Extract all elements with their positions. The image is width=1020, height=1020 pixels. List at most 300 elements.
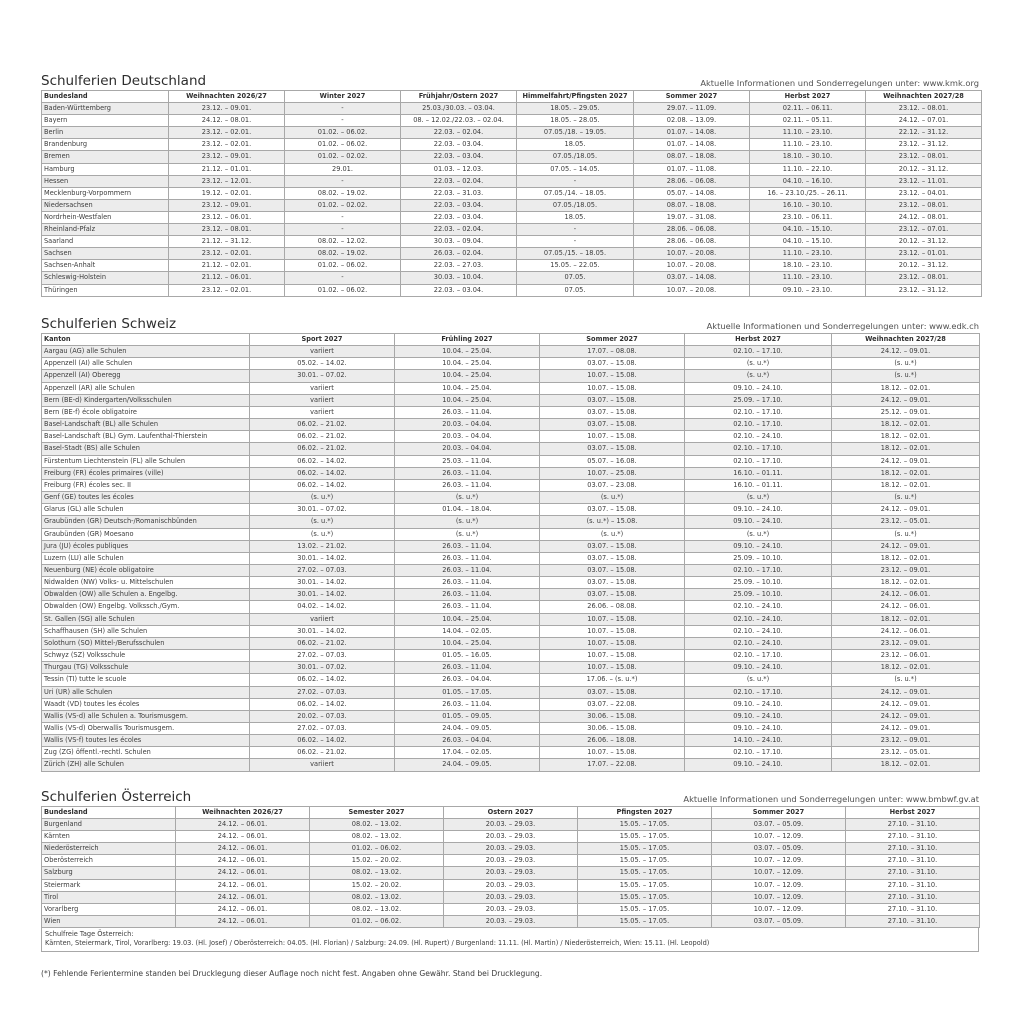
table-row (42, 735, 980, 747)
switzerland-header (41, 316, 979, 333)
table-row (42, 151, 982, 163)
date-cell: 15.05. – 17.05. (578, 855, 712, 867)
date-cell: 02.10. – 17.10. (685, 747, 832, 759)
table-row (42, 127, 982, 139)
date-cell: 26.03. – 11.04. (395, 552, 540, 564)
date-cell: 17.06. – (s. u.*) (540, 674, 685, 686)
date-cell: 23.12. – 09.01. (169, 199, 285, 211)
date-cell: 20.03. – 29.03. (444, 915, 578, 927)
date-cell: 25.09. – 10.10. (685, 589, 832, 601)
table-row (42, 516, 980, 528)
table-row (42, 698, 980, 710)
date-cell: 20.03. – 29.03. (444, 819, 578, 831)
austria-header-row (42, 807, 980, 819)
region-cell: Wallis (VS-d) alle Schulen a. Tourismusgem. (42, 710, 250, 722)
date-cell: 02.10. – 24.10. (685, 625, 832, 637)
date-cell: - (285, 115, 401, 127)
date-cell: 18.05. – 28.05. (517, 115, 634, 127)
date-cell: 08.07. – 18.08. (634, 199, 750, 211)
table-row (42, 759, 980, 771)
date-cell: 09.10. – 24.10. (685, 710, 832, 722)
date-cell: 10.04. – 25.04. (395, 382, 540, 394)
date-cell: 23.12. – 02.01. (169, 284, 285, 296)
table-row (42, 867, 980, 879)
date-cell: 18.12. – 02.01. (832, 467, 980, 479)
date-cell: 03.07. – 15.08. (540, 443, 685, 455)
date-cell: 30.06. – 15.08. (540, 710, 685, 722)
date-cell: 26.03. – 11.04. (395, 589, 540, 601)
date-cell: 10.07. – 15.08. (540, 637, 685, 649)
region-cell: Berlin (42, 127, 169, 139)
date-cell: 01.02. – 06.02. (310, 915, 444, 927)
table-row (42, 406, 980, 418)
date-cell: 20.12. – 31.12. (866, 260, 982, 272)
date-cell: 15.02. – 20.02. (310, 855, 444, 867)
date-cell: 02.10. – 17.10. (685, 419, 832, 431)
date-cell: 26.03. – 11.04. (395, 662, 540, 674)
table-row (42, 163, 982, 175)
date-cell: 03.07. – 05.09. (712, 915, 846, 927)
region-cell: Kärnten (42, 831, 176, 843)
date-cell: 01.04. – 18.04. (395, 504, 540, 516)
table-row (42, 552, 980, 564)
austria-rows (42, 819, 980, 928)
date-cell: 15.05. – 17.05. (578, 915, 712, 927)
date-cell: 24.12. – 09.01. (832, 723, 980, 735)
date-cell: 28.06. – 06.08. (634, 236, 750, 248)
date-cell: - (517, 236, 634, 248)
region-cell: Schwyz (SZ) Volksschule (42, 650, 250, 662)
region-cell: Rheinland-Pfalz (42, 224, 169, 236)
date-cell: 22.03. – 27.03. (401, 260, 517, 272)
column-header: Sommer 2027 (634, 91, 750, 103)
date-cell: 30.03. – 09.04. (401, 236, 517, 248)
date-cell: 18.12. – 02.01. (832, 431, 980, 443)
table-row (42, 710, 980, 722)
date-cell: 07.05. – 14.05. (517, 163, 634, 175)
date-cell: 02.10. – 24.10. (685, 613, 832, 625)
germany-header-row (42, 91, 982, 103)
region-cell: Brandenburg (42, 139, 169, 151)
date-cell: 23.12. – 05.01. (832, 747, 980, 759)
date-cell: 23.12. – 04.01. (866, 187, 982, 199)
region-cell: Wien (42, 915, 176, 927)
date-cell: 22.03. – 03.04. (401, 139, 517, 151)
date-cell: variiert (250, 346, 395, 358)
date-cell: - (285, 272, 401, 284)
date-cell: 08.02. – 13.02. (310, 831, 444, 843)
region-cell: Steiermark (42, 879, 176, 891)
date-cell: 20.12. – 31.12. (866, 163, 982, 175)
austria-table (41, 806, 980, 928)
region-cell: Jura (JU) écoles publiques (42, 540, 250, 552)
date-cell: 16.10. – 30.10. (750, 199, 866, 211)
date-cell: 08.02. – 13.02. (310, 903, 444, 915)
date-cell: 17.07. – 08.08. (540, 346, 685, 358)
date-cell: 02.10. – 17.10. (685, 346, 832, 358)
date-cell: 24.04. – 09.05. (395, 723, 540, 735)
date-cell: 22.03. – 02.04. (401, 127, 517, 139)
germany-section (41, 73, 979, 297)
date-cell: 01.02. – 06.02. (310, 843, 444, 855)
table-row (42, 199, 982, 211)
date-cell: 24.12. – 06.01. (176, 831, 310, 843)
date-cell: 06.02. – 21.02. (250, 419, 395, 431)
date-cell: 26.03. – 11.04. (395, 601, 540, 613)
region-cell: Tessin (TI) tutte le scuole (42, 674, 250, 686)
date-cell: (s. u.*) (250, 528, 395, 540)
date-cell: (s. u.*) (540, 528, 685, 540)
date-cell: 27.10. – 31.10. (846, 879, 980, 891)
date-cell: 06.02. – 14.02. (250, 674, 395, 686)
date-cell: 02.10. – 24.10. (685, 431, 832, 443)
date-cell: 18.12. – 02.01. (832, 613, 980, 625)
date-cell: 10.07. – 15.08. (540, 613, 685, 625)
region-cell: Obwalden (OW) alle Schulen a. Engelbg. (42, 589, 250, 601)
date-cell: variiert (250, 613, 395, 625)
date-cell: 01.05. – 17.05. (395, 686, 540, 698)
region-cell: Nidwalden (NW) Volks- u. Mittelschulen (42, 577, 250, 589)
date-cell: 10.04. – 25.04. (395, 394, 540, 406)
date-cell: 08.02. – 13.02. (310, 819, 444, 831)
date-cell: 26.03. – 11.04. (395, 564, 540, 576)
date-cell: 23.12. – 31.12. (866, 284, 982, 296)
date-cell: 24.12. – 09.01. (832, 504, 980, 516)
date-cell: 27.02. – 07.03. (250, 686, 395, 698)
date-cell: 22.03. – 03.04. (401, 199, 517, 211)
date-cell: 24.12. – 06.01. (176, 903, 310, 915)
date-cell: 20.03. – 29.03. (444, 891, 578, 903)
date-cell: 10.04. – 25.04. (395, 346, 540, 358)
date-cell: 24.12. – 09.01. (832, 698, 980, 710)
date-cell: 22.03. – 03.04. (401, 284, 517, 296)
date-cell: 24.12. – 09.01. (832, 346, 980, 358)
table-row (42, 284, 982, 296)
date-cell: 10.07. – 12.09. (712, 879, 846, 891)
date-cell: - (285, 211, 401, 223)
region-cell: Genf (GE) toutes les écoles (42, 492, 250, 504)
column-header: Bundesland (42, 91, 169, 103)
date-cell: 23.12. – 01.01. (866, 248, 982, 260)
date-cell: - (517, 175, 634, 187)
date-cell: 10.07. – 12.09. (712, 903, 846, 915)
date-cell: 14.10. – 24.10. (685, 735, 832, 747)
date-cell: 23.12. – 08.01. (169, 224, 285, 236)
date-cell: 28.06. – 06.08. (634, 224, 750, 236)
date-cell: 25.09. – 17.10. (685, 394, 832, 406)
date-cell: 15.02. – 20.02. (310, 879, 444, 891)
date-cell: 11.10. – 23.10. (750, 272, 866, 284)
date-cell: - (285, 224, 401, 236)
austria-info: Aktuelle Informationen und Sonderregelungen unter: www.bmbwf.gv.at (683, 794, 979, 804)
date-cell: 27.10. – 31.10. (846, 891, 980, 903)
date-cell: 03.07. – 15.08. (540, 504, 685, 516)
date-cell: 10.07. – 12.09. (712, 855, 846, 867)
region-cell: Niedersachsen (42, 199, 169, 211)
date-cell: 26.03. – 11.04. (395, 540, 540, 552)
region-cell: Appenzell (AR) alle Schulen (42, 382, 250, 394)
table-row (42, 103, 982, 115)
column-header: Sommer 2027 (540, 334, 685, 346)
date-cell: 10.07. – 15.08. (540, 625, 685, 637)
date-cell: 23.12. – 08.01. (866, 103, 982, 115)
date-cell: 10.07. – 20.08. (634, 248, 750, 260)
date-cell: 24.12. – 09.01. (832, 710, 980, 722)
date-cell: 10.07. – 20.08. (634, 260, 750, 272)
table-row (42, 431, 980, 443)
date-cell: 23.12. – 08.01. (866, 199, 982, 211)
date-cell: 02.10. – 17.10. (685, 455, 832, 467)
column-header: Winter 2027 (285, 91, 401, 103)
date-cell: 07.05./18. – 19.05. (517, 127, 634, 139)
date-cell: 16. – 23.10./25. – 26.11. (750, 187, 866, 199)
date-cell: 21.12. – 31.12. (169, 236, 285, 248)
date-cell: 04.02. – 14.02. (250, 601, 395, 613)
table-row (42, 637, 980, 649)
date-cell: 10.07. – 20.08. (634, 284, 750, 296)
date-cell: 15.05. – 17.05. (578, 831, 712, 843)
date-cell: 03.07. – 15.08. (540, 540, 685, 552)
table-row (42, 577, 980, 589)
region-cell: Luzern (LU) alle Schulen (42, 552, 250, 564)
date-cell: 01.07. – 11.08. (634, 163, 750, 175)
column-header: Sommer 2027 (712, 807, 846, 819)
date-cell: 10.07. – 15.08. (540, 382, 685, 394)
switzerland-header-row (42, 334, 980, 346)
table-row (42, 492, 980, 504)
date-cell: 19.07. – 31.08. (634, 211, 750, 223)
date-cell: 09.10. – 24.10. (685, 540, 832, 552)
date-cell: 23.12. – 08.01. (866, 272, 982, 284)
date-cell: 03.07. – 15.08. (540, 406, 685, 418)
table-row (42, 382, 980, 394)
table-row (42, 211, 982, 223)
region-cell: Bern (BE-f) école obligatoire (42, 406, 250, 418)
date-cell: 14.04. – 02.05. (395, 625, 540, 637)
region-cell: Obwalden (OW) Engelbg. Volkssch./Gym. (42, 601, 250, 613)
table-row (42, 589, 980, 601)
date-cell: 10.07. – 15.08. (540, 370, 685, 382)
column-header: Frühling 2027 (395, 334, 540, 346)
table-row (42, 650, 980, 662)
region-cell: Salzburg (42, 867, 176, 879)
region-cell: Neuenburg (NE) école obligatoire (42, 564, 250, 576)
switzerland-info: Aktuelle Informationen und Sonderregelungen unter: www.edk.ch (706, 321, 979, 331)
date-cell: 02.10. – 17.10. (685, 443, 832, 455)
date-cell: 03.07. – 14.08. (634, 272, 750, 284)
table-row (42, 528, 980, 540)
date-cell: 02.10. – 24.10. (685, 637, 832, 649)
date-cell: 10.07. – 15.08. (540, 650, 685, 662)
column-header: Semester 2027 (310, 807, 444, 819)
region-cell: Aargau (AG) alle Schulen (42, 346, 250, 358)
date-cell: 18.10. – 30.10. (750, 151, 866, 163)
column-header: Herbst 2027 (846, 807, 980, 819)
date-cell: 21.12. – 06.01. (169, 272, 285, 284)
date-cell: 06.02. – 21.02. (250, 431, 395, 443)
date-cell: - (285, 103, 401, 115)
table-row (42, 686, 980, 698)
region-cell: Niederösterreich (42, 843, 176, 855)
date-cell: 06.02. – 14.02. (250, 735, 395, 747)
date-cell: 02.10. – 24.10. (685, 601, 832, 613)
column-header: Weihnachten 2026/27 (169, 91, 285, 103)
date-cell: 21.12. – 01.01. (169, 163, 285, 175)
date-cell: 09.10. – 24.10. (685, 516, 832, 528)
date-cell: 20.03. – 29.03. (444, 843, 578, 855)
column-header: Pfingsten 2027 (578, 807, 712, 819)
date-cell: 26.03. – 11.04. (395, 467, 540, 479)
date-cell: 18.05. – 29.05. (517, 103, 634, 115)
table-row (42, 455, 980, 467)
footnote: (*) Fehlende Ferientermine standen bei Drucklegung dieser Auflage noch nicht fest. Angaben ohne Gewähr. Stand bei Drucklegung. (41, 969, 543, 978)
table-row (42, 879, 980, 891)
date-cell: 24.12. – 06.01. (176, 891, 310, 903)
table-row (42, 224, 982, 236)
date-cell: 22.03. – 02.04. (401, 224, 517, 236)
column-header: Herbst 2027 (685, 334, 832, 346)
date-cell: 04.10. – 15.10. (750, 224, 866, 236)
date-cell: 26.06. – 08.08. (540, 601, 685, 613)
date-cell: 01.02. – 06.02. (285, 127, 401, 139)
date-cell: 15.05. – 17.05. (578, 867, 712, 879)
date-cell: 07.05./18.05. (517, 199, 634, 211)
date-cell: 29.07. – 11.09. (634, 103, 750, 115)
date-cell: 02.10. – 17.10. (685, 650, 832, 662)
date-cell: 18.12. – 02.01. (832, 479, 980, 491)
region-cell: Fürstentum Liechtenstein (FL) alle Schulen (42, 455, 250, 467)
date-cell: 15.05. – 22.05. (517, 260, 634, 272)
date-cell: 28.06. – 06.08. (634, 175, 750, 187)
date-cell: 08.02. – 13.02. (310, 891, 444, 903)
date-cell: 22.03. – 03.04. (401, 151, 517, 163)
date-cell: 24.12. – 06.01. (176, 915, 310, 927)
column-header: Frühjahr/Ostern 2027 (401, 91, 517, 103)
date-cell: 10.07. – 15.08. (540, 662, 685, 674)
date-cell: 30.01. – 14.02. (250, 552, 395, 564)
date-cell: 18.05. (517, 139, 634, 151)
date-cell: 08.02. – 13.02. (310, 867, 444, 879)
region-cell: Schleswig-Holstein (42, 272, 169, 284)
date-cell: 10.04. – 25.04. (395, 613, 540, 625)
date-cell: 03.07. – 15.08. (540, 552, 685, 564)
date-cell: 18.12. – 02.01. (832, 662, 980, 674)
region-cell: Freiburg (FR) écoles sec. II (42, 479, 250, 491)
date-cell: 26.03. – 11.04. (395, 406, 540, 418)
date-cell: 23.12. – 02.01. (169, 248, 285, 260)
date-cell: 04.10. – 15.10. (750, 236, 866, 248)
region-cell: Glarus (GL) alle Schulen (42, 504, 250, 516)
table-row (42, 236, 982, 248)
date-cell: (s. u.*) (685, 370, 832, 382)
date-cell: 13.02. – 21.02. (250, 540, 395, 552)
date-cell: 30.06. – 15.08. (540, 723, 685, 735)
date-cell: 23.12. – 05.01. (832, 516, 980, 528)
date-cell: 09.10. – 24.10. (685, 662, 832, 674)
date-cell: 05.02. – 14.02. (250, 358, 395, 370)
date-cell: 20.03. – 29.03. (444, 855, 578, 867)
date-cell: 09.10. – 24.10. (685, 723, 832, 735)
date-cell: 27.10. – 31.10. (846, 843, 980, 855)
date-cell: 25.03. – 11.04. (395, 455, 540, 467)
date-cell: 02.10. – 17.10. (685, 406, 832, 418)
table-row (42, 504, 980, 516)
column-header: Weihnachten 2027/28 (832, 334, 980, 346)
table-row (42, 248, 982, 260)
region-cell: St. Gallen (SG) alle Schulen (42, 613, 250, 625)
region-cell: Schaffhausen (SH) alle Schulen (42, 625, 250, 637)
table-row (42, 419, 980, 431)
date-cell: (s. u.*) (832, 674, 980, 686)
date-cell: 26.03. – 11.04. (395, 698, 540, 710)
date-cell: 11.10. – 23.10. (750, 248, 866, 260)
region-cell: Basel-Landschaft (BL) Gym. Laufenthal-Thierstein (42, 431, 250, 443)
date-cell: (s. u.*) – 15.08. (540, 516, 685, 528)
date-cell: 10.07. – 12.09. (712, 891, 846, 903)
date-cell: 08. – 12.02./22.03. – 02.04. (401, 115, 517, 127)
date-cell: 18.10. – 23.10. (750, 260, 866, 272)
germany-rows (42, 103, 982, 297)
table-row (42, 187, 982, 199)
table-row (42, 358, 980, 370)
date-cell: 24.12. – 06.01. (832, 589, 980, 601)
date-cell: 20.03. – 04.04. (395, 443, 540, 455)
date-cell: 01.02. – 02.02. (285, 151, 401, 163)
column-header: Weihnachten 2027/28 (866, 91, 982, 103)
region-cell: Zug (ZG) öffentl.-rechtl. Schulen (42, 747, 250, 759)
date-cell: 18.12. – 02.01. (832, 577, 980, 589)
region-cell: Thurgau (TG) Volksschule (42, 662, 250, 674)
date-cell: 30.01. – 14.02. (250, 589, 395, 601)
date-cell: 27.02. – 07.03. (250, 650, 395, 662)
date-cell: 23.12. – 09.01. (832, 637, 980, 649)
date-cell: 23.12. – 09.01. (832, 735, 980, 747)
column-header: Himmelfahrt/Pfingsten 2027 (517, 91, 634, 103)
date-cell: 23.12. – 09.01. (832, 564, 980, 576)
switzerland-rows (42, 346, 980, 771)
date-cell: variiert (250, 394, 395, 406)
date-cell: 03.07. – 15.08. (540, 564, 685, 576)
table-row (42, 346, 980, 358)
region-cell: Wallis (VS-d) Oberwallis Tourismusgem. (42, 723, 250, 735)
date-cell: 23.12. – 06.01. (832, 650, 980, 662)
date-cell: 27.10. – 31.10. (846, 915, 980, 927)
date-cell: 09.10. – 24.10. (685, 504, 832, 516)
date-cell: 23.12. – 08.01. (866, 151, 982, 163)
date-cell: - (517, 224, 634, 236)
table-row (42, 891, 980, 903)
date-cell: 03.07. – 15.08. (540, 358, 685, 370)
date-cell: 23.10. – 06.11. (750, 211, 866, 223)
date-cell: - (285, 175, 401, 187)
column-header: Kanton (42, 334, 250, 346)
date-cell: 24.12. – 06.01. (832, 601, 980, 613)
region-cell: Mecklenburg-Vorpommern (42, 187, 169, 199)
region-cell: Vorarlberg (42, 903, 176, 915)
date-cell: 06.02. – 21.02. (250, 443, 395, 455)
date-cell: 23.12. – 09.01. (169, 103, 285, 115)
date-cell: 09.10. – 24.10. (685, 382, 832, 394)
date-cell: 10.07. – 25.08. (540, 467, 685, 479)
date-cell: 01.07. – 14.08. (634, 139, 750, 151)
date-cell: 09.10. – 23.10. (750, 284, 866, 296)
date-cell: 26.06. – 18.08. (540, 735, 685, 747)
date-cell: 01.03. – 12.03. (401, 163, 517, 175)
date-cell: 11.10. – 22.10. (750, 163, 866, 175)
date-cell: 06.02. – 21.02. (250, 637, 395, 649)
table-row (42, 613, 980, 625)
date-cell: 24.12. – 08.01. (169, 115, 285, 127)
